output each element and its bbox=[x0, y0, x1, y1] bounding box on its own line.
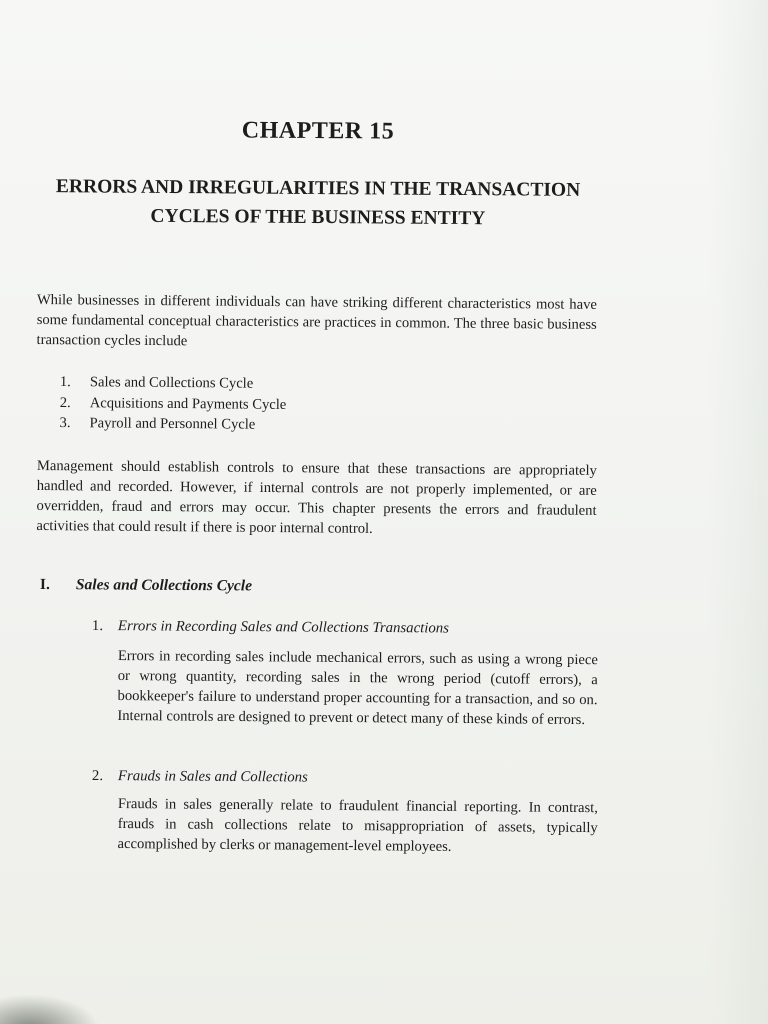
chapter-title: ERRORS AND IRREGULARITIES IN THE TRANSACTION CYCLES OF THE BUSINESS ENTITY bbox=[55, 176, 581, 230]
subsection-body-errors: Errors in recording sales include mechanical errors, such as using a wrong piece or wrong quantity, recording sales in the wrong period (cutoff errors), a bookkeeper's failure to understand proper accounting for a transaction, and so on. Internal controls are designed to prevent or detect many of these kinds of errors. bbox=[117, 647, 598, 729]
subsection-label: Frauds in Sales and Collections bbox=[117, 768, 308, 786]
subsection-label: Errors in Recording Sales and Collections Transactions bbox=[117, 618, 450, 637]
section-number: I. bbox=[39, 576, 50, 594]
list-item-label: Payroll and Personnel Cycle bbox=[89, 415, 256, 433]
list-item-label: Acquisitions and Payments Cycle bbox=[89, 394, 287, 413]
chapter-number: CHAPTER 15 bbox=[241, 117, 395, 145]
section-heading bbox=[40, 576, 252, 595]
page-corner-shadow bbox=[0, 994, 100, 1024]
page-edge-shadow bbox=[708, 0, 768, 1024]
list-item-number: 3. bbox=[59, 414, 71, 432]
management-paragraph: Management should establish controls to ensure that these transactions are appropriately handled and recorded. However, if internal controls are not properly implemented, or are overridden, fraud and errors may occur. This chapter presents the errors and fraudulent activities that could result if there is poor internal control. bbox=[36, 457, 597, 537]
intro-paragraph: While businesses in different individuals can have striking different characteristics most have some fundamental conceptual characteristics are practices in common. The three basic business transaction cycles include bbox=[36, 291, 597, 350]
list-item bbox=[59, 413, 286, 435]
list-item-label: Sales and Collections Cycle bbox=[89, 374, 254, 392]
list-item bbox=[60, 372, 287, 394]
subsection-heading-errors bbox=[92, 618, 449, 637]
list-item bbox=[60, 392, 287, 414]
subsection-number: 2. bbox=[91, 768, 104, 785]
list-item-number: 1. bbox=[59, 373, 71, 391]
subsection-number: 1. bbox=[91, 618, 104, 635]
subsection-body-frauds: Frauds in sales generally relate to fraudulent financial reporting. In contrast, frauds in cash collections relate to misappropriation of assets, typically accomplished by clerks or management-level employees. bbox=[117, 795, 598, 855]
section-label: Sales and Collections Cycle bbox=[75, 576, 253, 595]
subsection-heading-frauds bbox=[92, 768, 308, 787]
list-item-number: 2. bbox=[59, 394, 71, 411]
transaction-cycles-list bbox=[59, 372, 286, 435]
